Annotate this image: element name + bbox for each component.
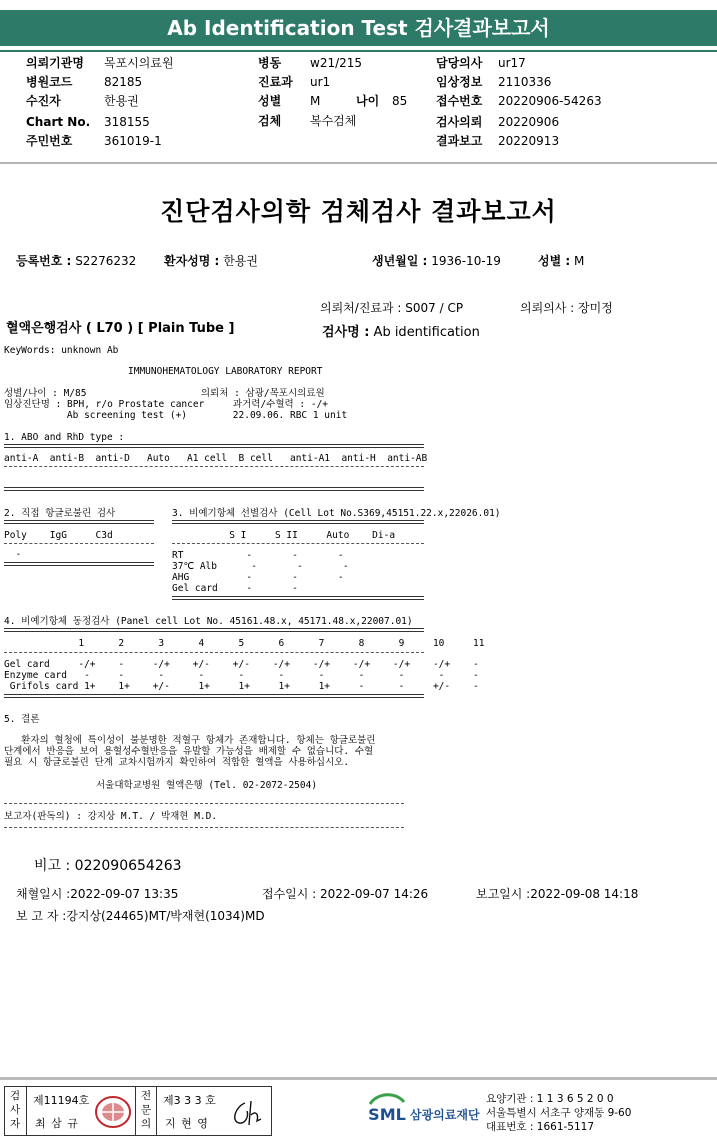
section-2-title: 2. 직접 항글로불린 검사 (4, 508, 116, 519)
info-value: 20220913 (498, 134, 560, 148)
info-label: 검체 (258, 114, 282, 128)
lab-name: 서울대학교병원 혈액은행 (Tel. 02-2072-2504) (96, 780, 318, 791)
info-value: ur1 (310, 75, 331, 89)
info-label: 주민번호 (26, 134, 73, 148)
rule (4, 628, 424, 632)
info-value: 2110336 (498, 75, 552, 89)
header-divider-bottom (0, 162, 717, 164)
section-3-row: 37℃ Alb - - - (172, 561, 349, 572)
info-value: 361019-1 (104, 134, 162, 148)
org-phone: 대표번호 : 1661-5117 (486, 1121, 595, 1133)
reporter-line: 보고자(판독의) : 강지상 M.T. / 박재현 M.D. (4, 811, 218, 822)
tag-char: 검 (10, 1090, 21, 1102)
inspector-seal-icon (93, 1094, 133, 1130)
info-value: 20220906-54263 (498, 94, 602, 108)
signature-box (4, 1086, 272, 1136)
rule (4, 487, 424, 491)
patient-sex (538, 252, 584, 269)
info-label: 담당의사 (436, 56, 483, 70)
date-of-birth (372, 252, 501, 269)
keywords: KeyWords: unknown Ab (4, 345, 119, 356)
inspector-name: 최 삼 규 (35, 1117, 79, 1130)
section-3-header: S I S II Auto Di-a (172, 530, 396, 541)
section-1-header: anti-A anti-B anti-D Auto A1 cell B cell anti-A1 anti-H anti-AB (4, 453, 428, 464)
patient-name-label: 환자성명 : (164, 254, 220, 268)
info-label-age: 나이 (356, 94, 380, 108)
section-5-title: 5. 결론 (4, 714, 40, 725)
tag-char: 전 (141, 1090, 152, 1102)
rule (4, 694, 424, 698)
section-2-header: Poly IgG C3d (4, 530, 113, 541)
info-label: 진료과 (258, 75, 293, 89)
section-4-row: Enzyme card - - - - - - - - - - - (4, 670, 479, 681)
rule (4, 466, 424, 467)
registration-label: 등록번호 : (16, 254, 72, 268)
rule (4, 562, 154, 566)
patient-line-3: Ab screening test (+) 22.09.06. RBC 1 unit (4, 410, 348, 421)
rule (4, 520, 154, 524)
org-code: 요양기관 : 1 1 3 6 5 2 0 0 (486, 1093, 614, 1105)
dob-value: 1936-10-19 (431, 254, 501, 268)
requesting-dept: 의뢰처/진료과 : S007 / CP (320, 301, 464, 315)
header-divider-top (0, 50, 717, 52)
org-name: 삼광의료재단 (410, 1108, 480, 1122)
section-4-title: 4. 비예기항체 동정검사 (Panel cell Lot No. 45161.48.x, 45171.48.x,22007.01) (4, 616, 413, 627)
info-label: 임상정보 (436, 75, 483, 89)
specialist-signature-icon (225, 1093, 267, 1131)
patient-info-block (0, 54, 717, 154)
section-1-title: 1. ABO and RhD type : (4, 432, 125, 443)
section-4-row: Gel card -/+ - -/+ +/- +/- -/+ -/+ -/+ -/+ -/+ - (4, 659, 479, 670)
info-value: 20220906 (498, 115, 560, 129)
rule (172, 543, 424, 544)
rule (4, 543, 154, 544)
patient-name (164, 252, 258, 269)
signature-tag-left (5, 1087, 27, 1135)
inspector-license-no: 제11194호 (33, 1094, 90, 1107)
info-label: 성별 (258, 94, 282, 108)
info-label: 검사의뢰 (436, 115, 483, 129)
info-value: 82185 (104, 75, 143, 89)
sml-logo-icon (366, 1090, 408, 1126)
section-3-row: Gel card - - (172, 583, 298, 594)
note-value: 022090654263 (74, 858, 182, 874)
section-3-row: RT - - - (172, 550, 344, 561)
sex-value: M (574, 254, 585, 268)
specialist-name: 지 현 영 (165, 1117, 209, 1130)
patient-name-value: 한용권 (223, 254, 258, 268)
rule (4, 827, 404, 828)
rule (172, 596, 424, 600)
note (34, 855, 182, 875)
rule (172, 520, 424, 524)
info-value: 한용권 (104, 94, 139, 108)
info-value: ur17 (498, 56, 526, 70)
report-title: 진단검사의학 검체검사 결과보고서 (160, 197, 557, 226)
footer-divider (0, 1077, 717, 1080)
patient-line-2: 임상진단명 : BPH, r/o Prostate cancer 과거력/수혈력 : -/+ (4, 399, 329, 410)
info-label: 의뢰기관명 (26, 56, 84, 70)
signature-tag-right (135, 1087, 157, 1135)
footer-reporter-label: 보 고 자 : (16, 909, 67, 923)
tag-char: 자 (10, 1118, 21, 1130)
test-name-value: Ab identification (373, 325, 480, 340)
registration-value: S2276232 (75, 254, 137, 268)
patient-line-1: 성별/나이 : M/85 의뢰처 : 삼광/목포시의료원 (4, 388, 325, 399)
org-address: 서울특별시 서초구 양재동 9-60 (486, 1107, 632, 1119)
tag-char: 사 (10, 1104, 21, 1116)
info-label: 병원코드 (26, 75, 73, 89)
collected-time: 채혈일시 :2022-09-07 13:35 (16, 887, 179, 901)
lab-report-title: IMMUNOHEMATOLOGY LABORATORY REPORT (128, 366, 323, 377)
sml-logo-text: SML (368, 1105, 406, 1124)
conclusion-line: 단계에서 반응을 보여 용혈성수혈반응을 유발할 가능성을 배제할 수 없습니다. 수혈 (4, 746, 374, 757)
tag-char: 의 (141, 1118, 152, 1130)
info-value: 318155 (104, 115, 150, 129)
reported-time: 보고일시 :2022-09-08 14:18 (476, 887, 639, 901)
section-4-header: 1 2 3 4 5 6 7 8 9 10 11 (4, 638, 485, 649)
section-3-title: 3. 비예기항체 선별검사 (Cell Lot No.S369,45151.22.x,22026.01) (172, 508, 501, 519)
tag-char: 문 (141, 1104, 152, 1116)
rule (4, 803, 404, 804)
info-value-age: 85 (392, 94, 408, 108)
rule (4, 652, 424, 653)
section-2-values: - (4, 549, 22, 560)
conclusion-line: 환자의 혈청에 특이성이 불분명한 적혈구 항체가 존재합니다. 항체는 항글로불린 (4, 735, 376, 746)
received-time: 접수일시 : 2022-09-07 14:26 (262, 887, 429, 901)
dob-label: 생년월일 : (372, 254, 428, 268)
info-value: 목포시의료원 (104, 56, 174, 70)
info-value: 복수검체 (310, 114, 357, 128)
footer-reporter-value: 강지상(24465)MT/박재현(1034)MD (66, 909, 265, 923)
info-label: 결과보고 (436, 134, 483, 148)
section-3-row: AHG - - - (172, 572, 344, 583)
rule (4, 444, 424, 448)
info-label: Chart No. (26, 115, 91, 129)
test-name-label: 검사명 : (322, 325, 370, 340)
registration-no (16, 252, 136, 269)
info-label: 접수번호 (436, 94, 483, 108)
info-value: w21/215 (310, 56, 363, 70)
sex-label: 성별 : (538, 254, 571, 268)
requesting-doctor: 의뢰의사 : 장미정 (520, 301, 613, 315)
info-value: M (310, 94, 321, 108)
test-group: 혈액은행검사 ( L70 ) [ Plain Tube ] (6, 321, 235, 336)
test-name (322, 321, 480, 340)
conclusion-line: 필요 시 항글로불린 단계 교차시험까지 확인하여 적합한 혈액을 사용하십시오. (4, 757, 350, 768)
footer-reporter (16, 907, 265, 924)
info-label: 병동 (258, 56, 282, 70)
section-4-row: Grifols card 1+ 1+ +/- 1+ 1+ 1+ 1+ - - +/- - (4, 681, 479, 692)
info-label: 수진자 (26, 94, 61, 108)
report-header-title: Ab Identification Test 검사결과보고서 (0, 10, 717, 46)
note-label: 비고 : (34, 858, 71, 874)
specialist-license-no: 제3 3 3 호 (163, 1094, 216, 1107)
